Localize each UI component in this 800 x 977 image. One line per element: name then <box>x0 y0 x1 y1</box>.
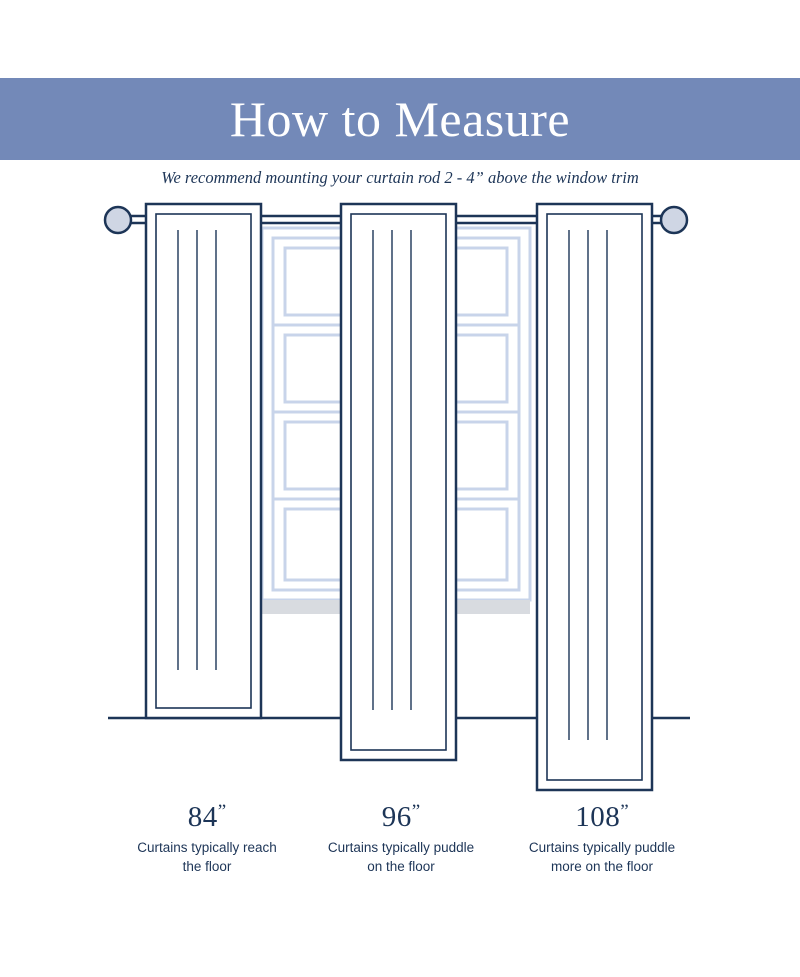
caption-96-size: 96” <box>381 801 421 833</box>
caption-84-text: Curtains typically reach the floor <box>137 840 277 874</box>
curtain-diagram <box>0 190 800 810</box>
rod-finial-right <box>661 207 687 233</box>
caption-108-size: 108” <box>575 801 629 833</box>
curtain-panel-96 <box>341 204 456 760</box>
caption-96 <box>286 795 516 876</box>
caption-row <box>0 795 800 905</box>
caption-96-text: Curtains typically puddle on the floor <box>327 840 475 874</box>
curtain-panel-108 <box>537 204 652 790</box>
page-title: How to Measure <box>229 91 571 147</box>
caption-108 <box>487 795 717 876</box>
header-banner <box>0 78 800 160</box>
caption-84-size: 84” <box>187 801 227 833</box>
rod-finial-left <box>105 207 131 233</box>
caption-108-text: Curtains typically puddle more on the floor <box>528 840 676 874</box>
subtitle-text: We recommend mounting your curtain rod 2 - 4” above the window trim <box>161 168 639 187</box>
curtain-panel-84 <box>146 204 261 718</box>
